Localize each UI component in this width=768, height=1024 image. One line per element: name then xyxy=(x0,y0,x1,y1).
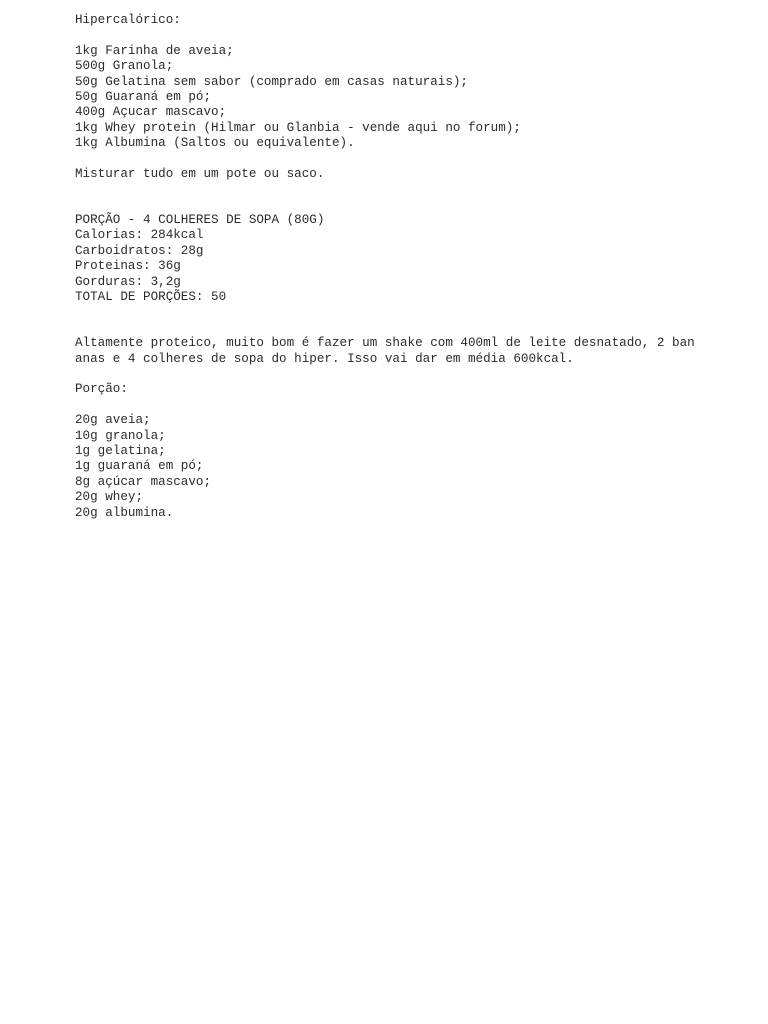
spacer xyxy=(75,305,735,336)
nutrition-line: Proteinas: 36g xyxy=(75,259,181,274)
spacer xyxy=(75,152,735,167)
ingredient-line: 1kg Albumina (Saltos ou equivalente). xyxy=(75,136,355,151)
portion-line: 10g granola; xyxy=(75,428,166,443)
portion-line: 1g guaraná em pó; xyxy=(75,459,204,474)
spacer xyxy=(75,28,735,43)
ingredient-line: 400g Açucar mascavo; xyxy=(75,105,227,120)
portion-line: 20g albumina. xyxy=(75,505,174,520)
nutrition-line: Carboidratos: 28g xyxy=(75,243,204,258)
recipe-title: Hipercalórico: xyxy=(75,13,181,27)
description-line: Altamente proteico, muito bom é fazer um shake com 400ml de leite desnatado, 2 ban xyxy=(75,336,695,351)
ingredient-line: 1kg Whey protein (Hilmar ou Glanbia - vende aqui no forum); xyxy=(75,120,521,135)
nutrition-line: PORÇÃO - 4 COLHERES DE SOPA (80G) xyxy=(75,213,325,228)
ingredient-line: 50g Gelatina sem sabor (comprado em casas naturais); xyxy=(75,74,468,89)
portion-line: 8g açúcar mascavo; xyxy=(75,474,212,489)
portion-list xyxy=(75,413,735,521)
description-paragraph xyxy=(75,336,735,367)
portion-line: 20g aveia; xyxy=(75,413,151,428)
ingredient-line: 1kg Farinha de aveia; xyxy=(75,43,234,58)
ingredient-list xyxy=(75,44,735,152)
portion-heading: Porção: xyxy=(75,382,128,397)
nutrition-line: Gorduras: 3,2g xyxy=(75,274,181,289)
ingredient-line: 50g Guaraná em pó; xyxy=(75,89,212,104)
nutrition-line: TOTAL DE PORÇÕES: 50 xyxy=(75,290,227,305)
document-page xyxy=(75,13,735,521)
spacer xyxy=(75,367,735,382)
nutrition-line: Calorias: 284kcal xyxy=(75,228,204,243)
portion-line: 1g gelatina; xyxy=(75,443,166,458)
mixing-instruction: Misturar tudo em um pote ou saco. xyxy=(75,166,325,181)
ingredient-line: 500g Granola; xyxy=(75,59,174,74)
description-line: anas e 4 colheres de sopa do hiper. Isso vai dar em média 600kcal. xyxy=(75,351,574,366)
spacer xyxy=(75,182,735,213)
nutrition-facts xyxy=(75,213,735,305)
portion-line: 20g whey; xyxy=(75,490,144,505)
spacer xyxy=(75,398,735,413)
